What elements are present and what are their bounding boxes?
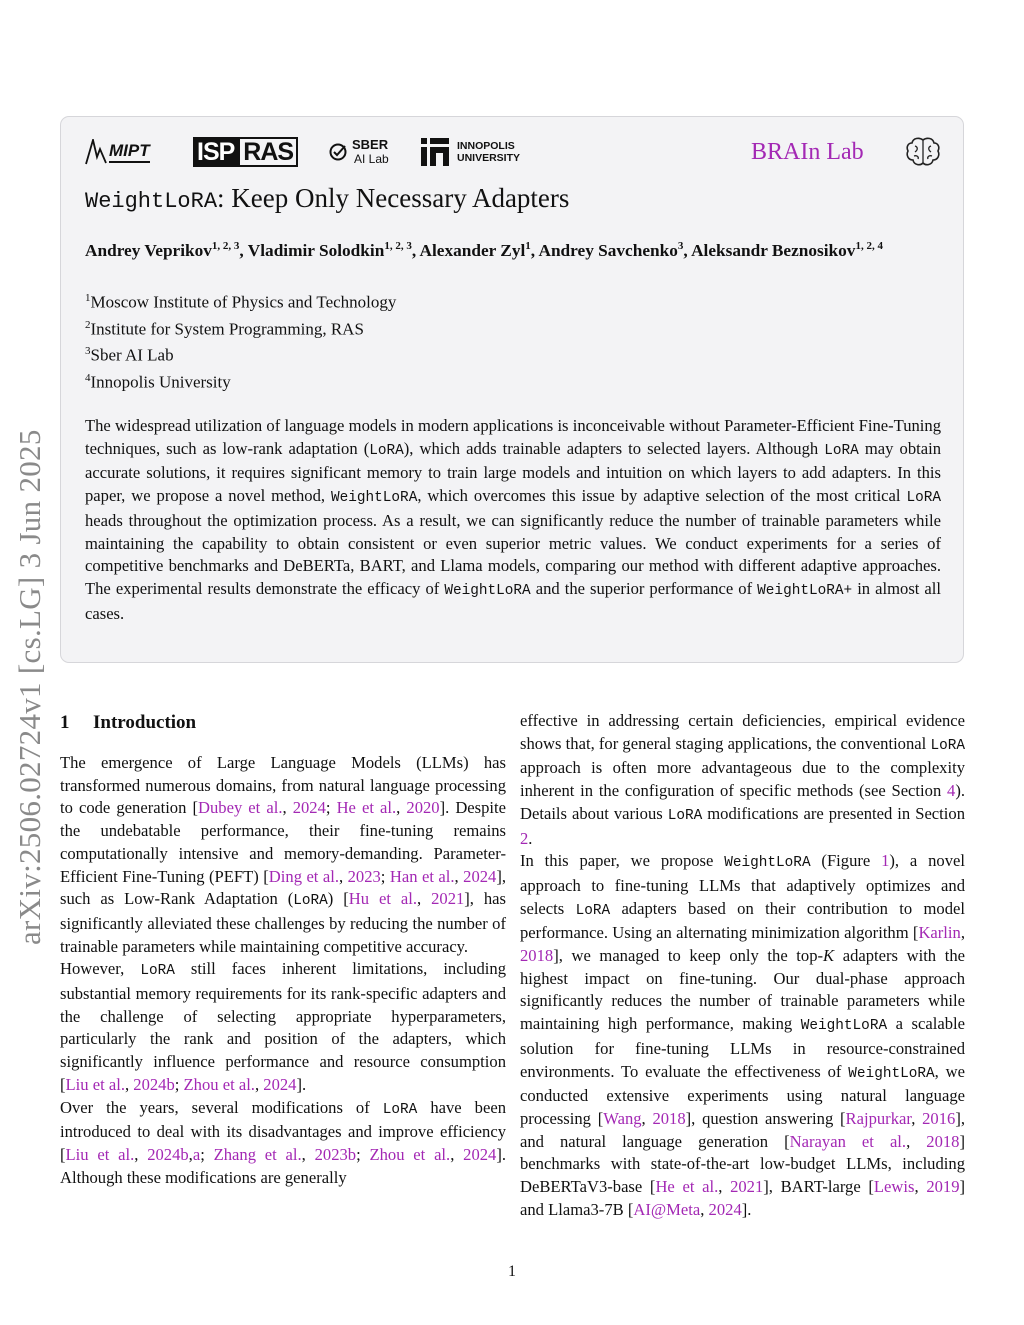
affiliation-name: Institute for System Programming, RAS: [90, 319, 364, 339]
text-run: ,: [641, 1108, 653, 1128]
text-run: In this paper, we propose: [520, 851, 725, 871]
citation-link[interactable]: 2024: [708, 1199, 742, 1219]
text-run: ,: [282, 798, 293, 818]
citation-link[interactable]: 2024: [292, 798, 326, 818]
citation-link[interactable]: 2023: [347, 866, 381, 886]
citation-link[interactable]: 2021: [730, 1177, 764, 1197]
text-run: ,: [301, 1144, 315, 1164]
author-name: Andrey Veprikov: [85, 240, 212, 260]
citation-link[interactable]: He et al.: [655, 1177, 719, 1197]
body-paragraph: [520, 710, 965, 850]
arxiv-identifier: arXiv:2506.02724v1 [cs.LG] 3 Jun 2025: [12, 429, 47, 945]
author-name: Alexander Zyl: [419, 240, 526, 260]
code-term: WeightLoRA: [848, 1065, 935, 1082]
citation-link[interactable]: Liu et al.: [65, 1144, 135, 1164]
title-method-name: WeightLoRA: [85, 189, 218, 214]
text-run: ,: [906, 1131, 927, 1151]
body-paragraph: [60, 752, 506, 958]
citation-link[interactable]: Liu et al.: [65, 1074, 125, 1094]
citation-link[interactable]: 2016: [922, 1108, 956, 1128]
citation-link[interactable]: 4: [947, 781, 956, 801]
text-run: ), which adds trainable adapters to selected layers. Although: [403, 438, 825, 458]
citation-link[interactable]: Zhou et al.: [183, 1074, 255, 1094]
affiliation-item: [85, 340, 396, 367]
text-run: ;: [356, 1144, 370, 1164]
university-logo-text: UNIVERSITY: [457, 152, 521, 164]
text-run: , we conducted extensive experiments using natural language processing [: [520, 1061, 965, 1128]
affiliation-item: [85, 314, 396, 341]
text-run: ], such as Low-Rank Adaptation (: [60, 866, 507, 909]
author-list: [85, 235, 941, 262]
affiliation-number: 4: [85, 371, 91, 384]
paper-title: [85, 183, 569, 214]
citation-link[interactable]: AI@Meta: [633, 1199, 701, 1219]
citation-link[interactable]: 2021: [431, 889, 465, 909]
sber-ai-lab-text: AI Lab: [354, 152, 389, 166]
author-affiliation-marks: 3: [677, 240, 684, 252]
body-paragraph: [60, 958, 506, 1096]
text-run: may obtain accurate solutions, it requires significant memory to train large models and intuition on which layers to add adapters. In this paper, we propose a novel method,: [85, 438, 941, 506]
code-term: LoRA: [293, 893, 328, 910]
left-column: [60, 710, 506, 1189]
isp-logo-text: ISP: [193, 137, 238, 167]
author-separator: ,: [411, 240, 420, 260]
section-number: 1: [60, 712, 70, 733]
mipt-logo-text: MIPT: [109, 141, 150, 163]
citation-link[interactable]: Rajpurkar: [845, 1108, 912, 1128]
code-term: LoRA: [930, 737, 965, 754]
right-column: [520, 710, 965, 1221]
code-term: LoRA: [575, 902, 611, 919]
citation-link[interactable]: Zhang et al.: [213, 1144, 302, 1164]
citation-link[interactable]: Dubey et al.: [198, 798, 283, 818]
text-run: approach is often more advantageous due to the complexity inherent in the configuration of specific methods (see Section: [520, 758, 965, 801]
code-term: WeightLoRA: [330, 490, 418, 507]
affiliation-number: 1: [85, 292, 91, 304]
text-run: heads throughout the optimization process. As a result, we can significantly reduce the number of trainable parameters while maintaining the capability to obtain consistent or even superior metric values. We conduct experiments for a series of competitive benchmarks and DeBERTa, BART, and Llama models, comparing our method with different adaptive approaches. The experimental results demonstrate the efficacy of: [85, 510, 941, 598]
title-text: : Keep Only Necessary Adapters: [217, 183, 570, 213]
citation-link[interactable]: Hu et al.: [348, 889, 418, 909]
body-paragraph: [520, 850, 965, 1221]
text-run: ,: [417, 889, 432, 909]
author-name: Andrey Savchenko: [538, 240, 678, 260]
text-run: Over the years, several modifications of: [60, 1097, 383, 1117]
text-run: ,: [914, 1177, 927, 1197]
text-run: ) [: [327, 889, 349, 909]
affiliation-name: Moscow Institute of Physics and Technology: [90, 292, 397, 312]
citation-link[interactable]: a: [192, 1144, 201, 1164]
code-term: LoRA: [369, 442, 404, 459]
citation-link[interactable]: 2018: [520, 946, 554, 966]
paper-header-box: [60, 116, 964, 663]
text-run: ,: [450, 1144, 464, 1164]
citation-link[interactable]: 2018: [926, 1131, 960, 1151]
citation-link[interactable]: 2018: [652, 1108, 686, 1128]
isp-ras-logo: [193, 137, 298, 167]
mipt-logo: [85, 139, 150, 165]
text-run: still faces inherent limitations, including substantial memory requirements for its rank-specific adapters and the challenge of selecting appropriate hyperparameters, particularly the rank and position of the adapters, which significantly influence performance and resource consumption [: [60, 959, 507, 1094]
code-term: LoRA: [824, 442, 859, 459]
text-run: ). Details about various: [520, 781, 965, 823]
citation-link[interactable]: Han et al.: [389, 866, 455, 886]
text-run: ].: [296, 1074, 307, 1094]
text-run: ], we managed to keep only the top-: [553, 946, 824, 966]
code-term: WeightLoRA+: [757, 582, 853, 599]
text-run: (Figure: [810, 851, 882, 871]
author-name: Vladimir Solodkin: [247, 240, 385, 260]
text-run: However,: [60, 959, 141, 979]
math-symbol: K: [823, 946, 835, 966]
text-run: have been introduced to deal with its disadvantages and improve efficiency [: [60, 1097, 506, 1164]
innopolis-mark-icon: [421, 138, 449, 166]
text-run: ,: [254, 1074, 264, 1094]
text-run: ,: [124, 1074, 134, 1094]
text-run: effective in addressing certain deficiencies, empirical evidence shows that, for general staging applications, the conventional: [520, 711, 965, 753]
affiliation-number: 2: [85, 318, 91, 331]
text-run: ), a novel approach to fine-tuning LLMs that adaptively optimizes and selects: [520, 851, 965, 918]
citation-link[interactable]: 2023b: [314, 1144, 357, 1164]
affiliation-name: Sber AI Lab: [90, 345, 174, 365]
author-affiliation-marks: 1, 2, 3: [211, 240, 240, 252]
citation-link[interactable]: 2: [520, 828, 529, 848]
brain-icon: [906, 137, 940, 167]
text-run: a scalable solution for fine-tuning LLMs in resource-constrained environments. To evaluate the effectiveness of: [520, 1014, 965, 1081]
text-run: ,: [454, 866, 464, 886]
author-separator: ,: [530, 240, 539, 260]
code-term: LoRA: [382, 1101, 418, 1118]
citation-link[interactable]: 2024: [463, 866, 497, 886]
text-run: ;: [325, 798, 337, 818]
text-run: ,: [700, 1199, 709, 1219]
text-run: ,: [134, 1144, 148, 1164]
section-heading-introduction: [60, 710, 506, 736]
citation-link[interactable]: 2024b: [147, 1144, 189, 1164]
citation-link[interactable]: 2020: [406, 798, 440, 818]
citation-link[interactable]: 2024: [463, 1144, 497, 1164]
text-run: ;: [174, 1074, 184, 1094]
citation-link[interactable]: 2019: [926, 1177, 960, 1197]
text-run: ]. Despite the undebatable performance, their fine-tuning remains computationally intensive and memory-demanding. Parameter-Efficient Fine-Tuning (PEFT) [: [60, 798, 507, 886]
innopolis-logo: [421, 138, 520, 166]
citation-link[interactable]: 1: [881, 851, 890, 871]
text-run: ;: [380, 866, 390, 886]
text-run: ,: [339, 866, 348, 886]
text-run: adapters based on their contribution to model performance. Using an alternating minimization algorithm [: [520, 898, 965, 943]
mipt-waveform-icon: [85, 139, 107, 165]
citation-link[interactable]: Narayan et al.: [789, 1131, 907, 1151]
citation-link[interactable]: Wang: [603, 1108, 642, 1128]
text-run: ], BART-large [: [763, 1177, 874, 1197]
section-title: Introduction: [93, 712, 197, 733]
affiliation-list: [85, 287, 396, 394]
citation-link[interactable]: He et al.: [336, 798, 397, 818]
text-run: The emergence of Large Language Models (LLMs) has transformed numerous domains, from natural language processing to code generation [: [60, 753, 506, 818]
text-run: ], has significantly alleviated these challenges by reducing the number of trainable parameters while maintaining competitive accuracy.: [60, 889, 506, 956]
text-run: .: [528, 828, 533, 848]
author-affiliation-marks: 1, 2, 3: [384, 240, 412, 252]
innopolis-logo-text: INNOPOLIS: [457, 140, 515, 152]
text-run: modifications are presented in Section: [702, 803, 965, 823]
citation-link[interactable]: Ding et al.: [268, 866, 339, 886]
sber-check-icon: [329, 143, 347, 161]
text-run: ].: [741, 1199, 752, 1219]
text-run: ,: [718, 1177, 731, 1197]
affiliation-number: 3: [85, 345, 91, 358]
author-separator: ,: [683, 240, 692, 260]
citation-link[interactable]: Lewis: [873, 1177, 915, 1197]
sber-ai-lab-logo: [329, 138, 389, 166]
citation-link[interactable]: 2024b: [133, 1074, 175, 1094]
code-term: LoRA: [667, 807, 703, 824]
code-term: WeightLoRA: [724, 855, 811, 872]
text-run: ,: [396, 798, 407, 818]
citation-link[interactable]: Zhou et al.: [369, 1144, 451, 1164]
text-run: The widespread utilization of language models in modern applications is inconceivable without Parameter-Efficient Fine-Tuning techniques, such as low-rank adaptation (: [85, 416, 941, 458]
code-term: WeightLoRA: [800, 1018, 888, 1035]
text-run: ] benchmarks with state-of-the-art low-budget LLMs, including DeBERTaV3-base [: [520, 1131, 965, 1197]
page-number: 1: [508, 1263, 516, 1280]
text-run: ,: [188, 1144, 193, 1164]
text-run: ]. Although these modifications are generally: [60, 1144, 507, 1187]
citation-link[interactable]: 2024: [263, 1074, 297, 1094]
text-run: ] and Llama3-7B [: [520, 1177, 966, 1219]
author-affiliation-marks: 1: [525, 240, 531, 252]
sber-logo-text: SBER: [352, 137, 389, 152]
affiliation-item: [85, 287, 396, 314]
affiliation-item: [85, 367, 396, 394]
text-run: ;: [200, 1144, 214, 1164]
brain-lab-logo-text: BRAIn Lab: [751, 139, 864, 165]
code-term: LoRA: [906, 490, 941, 507]
code-term: WeightLoRA: [444, 582, 531, 599]
text-run: adapters with the highest impact on fine-tuning. Our dual-phase approach significantly reduces the number of trainable parameters while maintaining high performance, making: [520, 946, 965, 1034]
text-run: in almost all cases.: [85, 578, 942, 623]
text-run: ], and natural language generation [: [520, 1108, 965, 1151]
abstract: [85, 415, 941, 625]
citation-link[interactable]: Karlin: [918, 923, 961, 943]
author-affiliation-marks: 1, 2, 4: [855, 240, 883, 252]
code-term: LoRA: [140, 963, 175, 980]
author-name: Aleksandr Beznosikov: [691, 240, 856, 260]
text-run: , which overcomes this issue by adaptive selection of the most critical: [417, 486, 907, 506]
author-separator: ,: [239, 240, 248, 260]
ras-logo-text: RAS: [238, 137, 298, 167]
affiliation-name: Innopolis University: [90, 372, 231, 392]
text-run: ], question answering [: [685, 1108, 846, 1128]
body-paragraph: [60, 1097, 506, 1190]
text-run: and the superior performance of: [530, 578, 758, 598]
text-run: ,: [960, 923, 965, 943]
text-run: ,: [911, 1108, 923, 1128]
